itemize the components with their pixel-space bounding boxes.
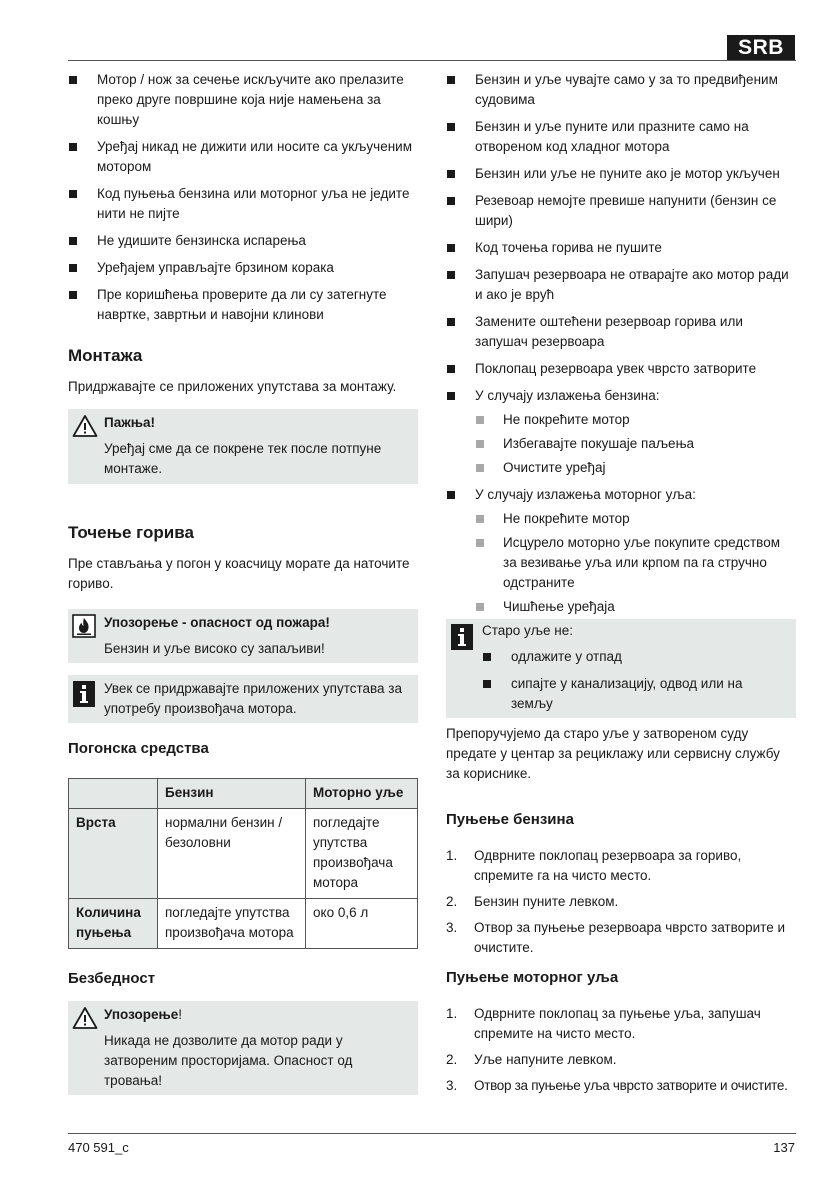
warning-triangle-icon — [72, 414, 98, 444]
table-cell: погледајте упутства произвођача мотора — [158, 899, 306, 949]
sub-list-item: Избегавајте покушаје паљења — [475, 434, 796, 454]
table-row — [69, 899, 418, 949]
table-header-cell: Бензин — [158, 779, 306, 809]
list-item: Уређајем управљајте брзином корака — [68, 258, 418, 278]
table-cell: погледајте упутства произвођача мотора — [306, 809, 418, 899]
sub-list-item: Чишћење уређаја — [475, 597, 796, 617]
fuel-intro-text: Пре стављања у погон у коасчицу морате да наточите гориво. — [68, 556, 410, 591]
warning-text: Уређај сме да се покрене тек после потпуне монтаже. — [104, 441, 382, 476]
table-row-header: Врста — [69, 809, 158, 899]
step-item — [446, 1004, 796, 1044]
info-text: Увек се придржавајте приложених упутстава за употребу произвођача мотора. — [104, 681, 403, 716]
montage-heading: Монтажа — [68, 346, 143, 365]
info-icon — [72, 680, 96, 714]
old-oil-list — [482, 647, 788, 714]
sub-list-item: Не покрећите мотор — [475, 509, 796, 529]
list-item: Резевоар немојте превише напунити (бензин се шири) — [446, 191, 796, 231]
montage-text: Придржавајте се приложених упутстава за монтажу. — [68, 379, 397, 394]
top-divider — [68, 60, 796, 61]
montage-warning-box — [68, 409, 418, 484]
fill-petrol-heading: Пуњење бензина — [446, 811, 574, 828]
table-header-cell: Моторно уље — [306, 779, 418, 809]
spill-oil-sublist — [475, 509, 796, 617]
step-text: Отвор за пуњење уља чврсто затворите и очистите. — [474, 1078, 788, 1093]
sub-list-item: Очистите уређај — [475, 458, 796, 478]
spill-fuel-label: У случају излажења бензина: — [475, 388, 660, 403]
step-number: 2. — [446, 894, 458, 909]
fire-hazard-icon — [72, 614, 96, 644]
step-text: Бензин пуните левком. — [474, 894, 619, 909]
step-item — [446, 1076, 796, 1096]
step-number: 1. — [446, 848, 458, 863]
step-number: 1. — [446, 1006, 458, 1021]
warning-title: Пажња! — [104, 415, 156, 430]
list-item: Код точења горива не пушите — [446, 238, 796, 258]
bottom-divider — [68, 1133, 796, 1134]
operating-fluids-table — [68, 778, 418, 949]
step-item — [446, 846, 796, 886]
list-item — [446, 485, 796, 617]
fill-oil-heading: Пуњење моторног уља — [446, 969, 619, 986]
list-item: Бензин и уље чувајте само у за то предвиђеним судовима — [446, 70, 796, 110]
spill-fuel-sublist — [475, 410, 796, 478]
table-row-header: Количина пуњења — [69, 899, 158, 949]
list-item: одлажите у отпад — [482, 647, 788, 667]
list-item: Замените оштећени резервоар горива или запушач резервоара — [446, 312, 796, 352]
language-badge: SRB — [727, 35, 795, 61]
step-item — [446, 892, 796, 912]
fire-warning-title: Упозорење - опасност од пожара! — [104, 615, 330, 630]
list-item: Поклопац резервоара увек чврсто затворите — [446, 359, 796, 379]
step-text: Уље напуните левком. — [474, 1052, 617, 1067]
list-item: сипајте у канализацију, одвод или на земљу — [482, 674, 788, 714]
list-item: Код пуњења бензина или моторног уља не једите нити не пијте — [68, 184, 418, 224]
list-item: Запушач резервоара не отварајте ако мотор ради и ако је врућ — [446, 265, 796, 305]
warning-triangle-icon — [72, 1006, 98, 1036]
list-item: Уређај никад не дижити или носите са укљученим мотором — [68, 137, 418, 177]
warning-title: Упозорење — [104, 1007, 179, 1022]
operating-heading: Погонска средства — [68, 740, 209, 757]
left-column — [68, 70, 418, 1095]
list-item: Бензин или уље не пуните ако је мотор укључен — [446, 164, 796, 184]
old-oil-info-box — [446, 619, 796, 718]
sub-list-item: Исцурело моторно уље покупите средством за везивање уља или крпом па га стручно одстраните — [475, 533, 796, 593]
step-item — [446, 1050, 796, 1070]
safety-heading: Безбедност — [68, 970, 156, 987]
step-item — [446, 918, 796, 958]
right-column — [446, 70, 796, 1102]
sub-list-item: Не покрећите мотор — [475, 410, 796, 430]
document-id: 470 591_c — [68, 1140, 129, 1155]
fill-petrol-steps — [446, 846, 796, 958]
safety-bullet-list — [68, 70, 418, 325]
safety-warning-box — [68, 1001, 418, 1095]
table-row — [69, 809, 418, 899]
list-item: Пре коришћења проверите да ли су затегнуте навртке, завртњи и навојни клинови — [68, 285, 418, 325]
list-item — [446, 386, 796, 478]
recycling-text: Препоручујемо да старо уље у затвореном суду предате у центар за рециклажу или сервисну службу за кориснике. — [446, 726, 780, 781]
step-text: Отвор за пуњење резервоара чврсто затворите и очистите. — [474, 920, 786, 955]
old-oil-title: Старо уље не: — [482, 623, 574, 638]
warning-exclamation: ! — [178, 1007, 182, 1022]
fire-warning-text: Бензин и уље високо су запаљиви! — [104, 641, 325, 656]
table-cell: око 0,6 л — [306, 899, 418, 949]
fill-oil-steps — [446, 1004, 796, 1096]
step-number: 3. — [446, 1078, 458, 1093]
table-header-cell — [69, 779, 158, 809]
table-header-row — [69, 779, 418, 809]
info-icon — [450, 623, 474, 657]
fuel-handling-bullet-list — [446, 70, 796, 617]
step-text: Одврните поклопац резервоара за гориво, спремите га на чисто место. — [474, 848, 742, 883]
list-item: Мотор / нож за сечење искључите ако прелазите преко друге површине која није намењена за кошњу — [68, 70, 418, 130]
page-number: 137 — [773, 1140, 795, 1155]
spill-oil-label: У случају излажења моторног уља: — [475, 487, 696, 502]
table-cell: нормални бензин / безоловни — [158, 809, 306, 899]
fuel-heading: Точење горива — [68, 523, 194, 542]
step-text: Одврните поклопац за пуњење уља, запушач спремите на чисто место. — [474, 1006, 761, 1041]
warning-text: Никада не дозволите да мотор ради у затвореним просторијама. Опасност од тровања! — [104, 1033, 353, 1088]
warning-heading — [104, 1005, 410, 1025]
info-box — [68, 675, 418, 723]
step-number: 2. — [446, 1052, 458, 1067]
list-item: Бензин и уље пуните или празните само на отвореном код хладног мотора — [446, 117, 796, 157]
fire-warning-box — [68, 609, 418, 663]
list-item: Не удишите бензинска испарења — [68, 231, 418, 251]
step-number: 3. — [446, 920, 458, 935]
